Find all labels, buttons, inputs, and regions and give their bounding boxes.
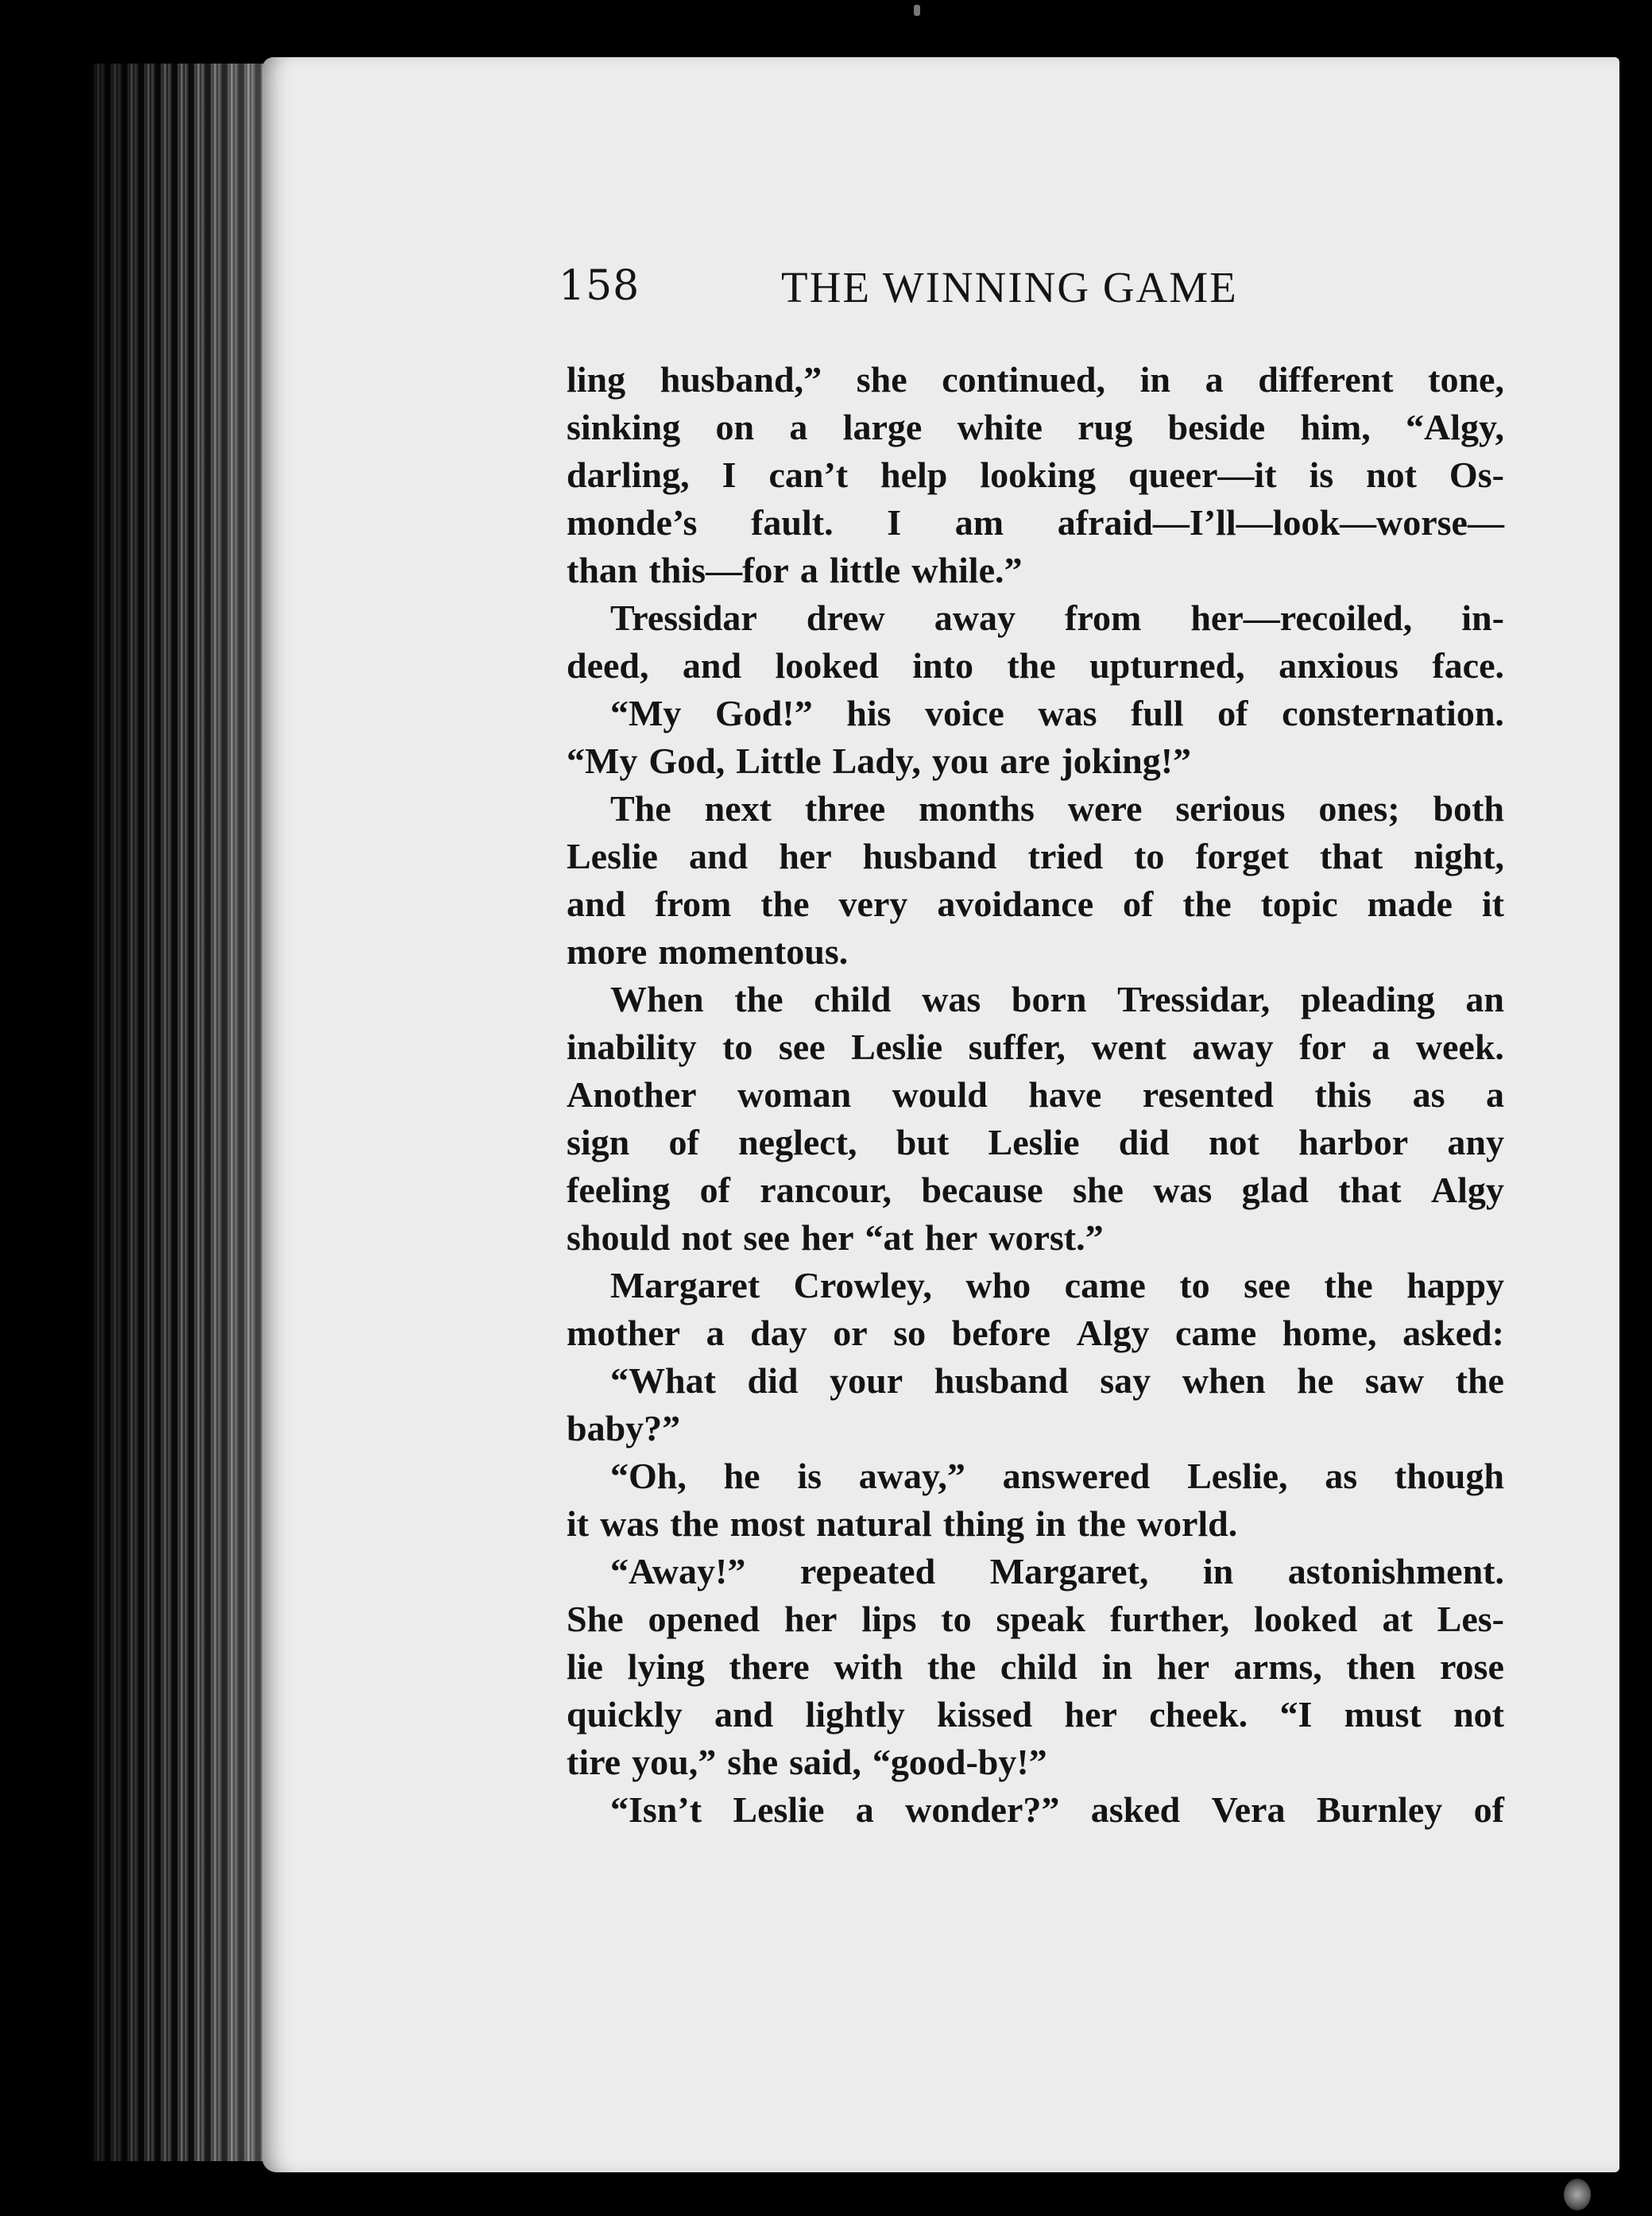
text-line: “My God, Little Lady, you are joking!” — [567, 741, 1192, 781]
text-line: “What did your husband say when he saw the — [610, 1360, 1504, 1401]
text-line: darling, I can’t help looking queer—it is not Os- — [567, 454, 1504, 495]
text-line: and from the very avoidance of the topic made it — [567, 884, 1504, 924]
page-header — [559, 262, 1277, 318]
text-line: “Away!” repeated Margaret, in astonishment. — [610, 1551, 1504, 1591]
text-line: Leslie and her husband tried to forget that night, — [567, 836, 1504, 876]
text-line: inability to see Leslie suffer, went away for a week. — [567, 1027, 1504, 1067]
text-line: Tressidar drew away from her—recoiled, in- — [610, 598, 1504, 638]
text-line: lie lying there with the child in her arms, then rose — [567, 1646, 1504, 1687]
text-line: mother a day or so before Algy came home, asked: — [567, 1313, 1504, 1353]
scan-artifact-top — [914, 5, 920, 16]
text-line: more momentous. — [567, 931, 849, 972]
body-text — [567, 356, 1504, 1834]
page-number: 158 — [559, 262, 640, 310]
text-line: ling husband,” she continued, in a different tone, — [567, 359, 1504, 400]
text-line: feeling of rancour, because she was glad that Algy — [567, 1170, 1504, 1210]
text-line: Another woman would have resented this as a — [567, 1074, 1504, 1115]
text-line: sign of neglect, but Leslie did not harbor any — [567, 1122, 1504, 1162]
text-line: it was the most natural thing in the world. — [567, 1503, 1238, 1544]
text-line: should not see her “at her worst.” — [567, 1217, 1104, 1258]
book-page-edges — [89, 64, 268, 2161]
text-line: tire you,” she said, “good-by!” — [567, 1742, 1047, 1782]
text-line: quickly and lightly kissed her cheek. “I must not — [567, 1694, 1504, 1735]
running-head: THE WINNING GAME — [781, 263, 1238, 311]
text-line: “Oh, he is away,” answered Leslie, as though — [610, 1456, 1504, 1496]
text-line: baby?” — [567, 1408, 681, 1448]
text-line: “My God!” his voice was full of consternation. — [610, 693, 1504, 733]
text-line: When the child was born Tressidar, pleading an — [610, 979, 1504, 1019]
text-line: sinking on a large white rug beside him, “Algy, — [567, 407, 1504, 447]
text-line: deed, and looked into the upturned, anxious face. — [567, 645, 1504, 686]
scan-artifact-bottom — [1564, 2179, 1591, 2210]
text-line: monde’s fault. I am afraid—I’ll—look—worse— — [567, 502, 1504, 543]
text-line: The next three months were serious ones; both — [610, 788, 1504, 829]
text-line: “Isn’t Leslie a wonder?” asked Vera Burnley of — [610, 1789, 1504, 1830]
text-line: She opened her lips to speak further, looked at Les- — [567, 1599, 1504, 1639]
text-line: Margaret Crowley, who came to see the happy — [610, 1265, 1504, 1305]
text-line: than this—for a little while.” — [567, 550, 1023, 590]
